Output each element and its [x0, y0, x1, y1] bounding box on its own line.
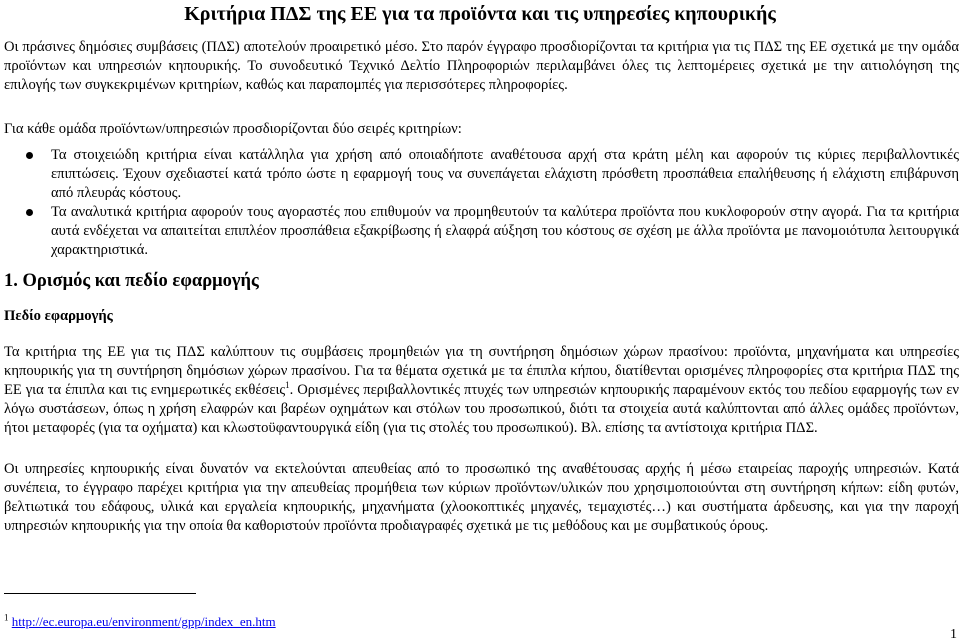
- footnote-divider: [4, 593, 196, 594]
- footnote-number: 1: [4, 612, 9, 623]
- intro-paragraph: Οι πράσινες δημόσιες συμβάσεις (ΠΔΣ) αποτελούν προαιρετικό μέσο. Στο παρόν έγγραφο προσδιορίζονται τα κριτήρια για τις ΠΔΣ της ΕΕ σχετικά με την ομάδα προϊόντων και υπηρεσιών κηπουρικής. Το συνοδευτικό Τεχνικό Δελτίο Πληροφοριών περιλαμβάνει όλες τις λεπτομέρειες σχετικά με την αιτιολόγηση της επιλογής των συγκεκριμένων κριτηρίων, καθώς και παραπομπές για περισσότερες πληροφορίες.: [4, 39, 959, 93]
- document-title: Κριτήρια ΠΔΣ της ΕΕ για τα προϊόντα και τις υπηρεσίες κηπουρικής: [184, 3, 776, 25]
- footnote-link[interactable]: http://ec.europa.eu/environment/gpp/index_en.htm: [11, 614, 276, 629]
- comprehensive-criteria-text: Τα αναλυτικά κριτήρια αφορούν τους αγοραστές που επιθυμούν να προμηθευτούν τα καλύτερα προϊόντα που κυκλοφορούν στην αγορά. Για τα κριτήρια αυτά ενδέχεται να απαιτείται επιπλέον προσπάθεια εξακρίβωσης ή ελαφρά αύξηση του κόστους σε σχέση με άλλα προϊόντα με πανομοιότυπα λειτουργικά χαρακτηριστικά.: [51, 204, 959, 258]
- bullet-icon: [26, 152, 33, 159]
- criteria-lead: Για κάθε ομάδα προϊόντων/υπηρεσιών προσδιορίζονται δύο σειρές κριτηρίων:: [4, 121, 462, 137]
- bullet-icon: [26, 209, 33, 216]
- criteria-list: [4, 146, 959, 260]
- core-criteria-text: Τα στοιχειώδη κριτήρια είναι κατάλληλα για χρήση από οποιαδήποτε αναθέτουσα αρχή στα κράτη μέλη και αφορούν τις κύριες περιβαλλοντικές επιπτώσεις. Έχουν σχεδιαστεί κατά τρόπο ώστε η εφαρμογή τους να συνεπάγεται ελάχιστη πρόσθετη προσπάθεια επαλήθευσης ή ελάχιστη επιβάρυνση από πλευράς κόστους.: [51, 147, 959, 201]
- scope-text-b: . Ορισμένες περιβαλλοντικές πτυχές των υπηρεσιών κηπουρικής παραμένουν εκτός του πεδίου εφαρμογής των εν λόγω συστάσεων, όπως η χρήση ελαφρών και βαρέων οχημάτων και στόλων του προσωπικού, διότι τα στοιχεία αυτά καλύπτονται από άλλες ομάδες προϊόντων, ήτοι μεταφορές (για τα οχήματα) και κλωστοϋφαντουργικά είδη (για τις στολές του προσωπικού). Βλ. επίσης τα αντίστοιχα κριτήρια ΠΔΣ.: [4, 382, 959, 436]
- page-number: 1: [950, 627, 957, 642]
- subheading: Πεδίο εφαρμογής: [4, 308, 113, 324]
- scope-paragraph-2: Οι υπηρεσίες κηπουρικής είναι δυνατόν να εκτελούνται απευθείας από το προσωπικό της αναθέτουσας αρχής ή μέσω εταιρείας παροχής υπηρεσιών. Κατά συνέπεια, το έγγραφο παρέχει κριτήρια για την απευθείας προμήθεια των κύριων προϊόντων/υλικών που χρησιμοποιούνται στη συντήρηση κήπων: είδη φυτών, βελτιωτικά του εδάφους, υλικά και εργαλεία κηπουρικής, μηχανήματα (χλοοκοπτικές μηχανές, τεμαχιστές…) και συστήματα άρδευσης, και για την παροχή υπηρεσιών κηπουρικής για την οποία θα καθοριστούν προϊόντα προδιαγραφές σχετικά με τις μεθόδους και με συμβατικούς όρους.: [4, 461, 959, 534]
- list-item: [4, 203, 959, 260]
- section-heading: 1. Ορισμός και πεδίο εφαρμογής: [4, 271, 259, 291]
- scope-paragraph-1: [4, 343, 959, 438]
- scope-text-a: Τα κριτήρια της ΕΕ για τις ΠΔΣ καλύπτουν τις συμβάσεις προμηθειών για τη συντήρηση δημόσιων χώρων πρασίνου: προϊόντα, μηχανήματα και υπηρεσίες κηπουρικής για τη συντήρηση δημόσιων χώρων πρασίνου. Για τα θέματα σχετικά με τα έπιπλα κήπου, διατίθενται ορισμένες πληροφορίες στα κριτήρια ΠΔΣ της ΕΕ για τα έπιπλα και τις ενημερωτικές εκθέσεις: [4, 344, 959, 398]
- footnote-ref[interactable]: 1: [285, 380, 290, 391]
- list-item: [4, 146, 959, 203]
- footnote: [4, 612, 276, 631]
